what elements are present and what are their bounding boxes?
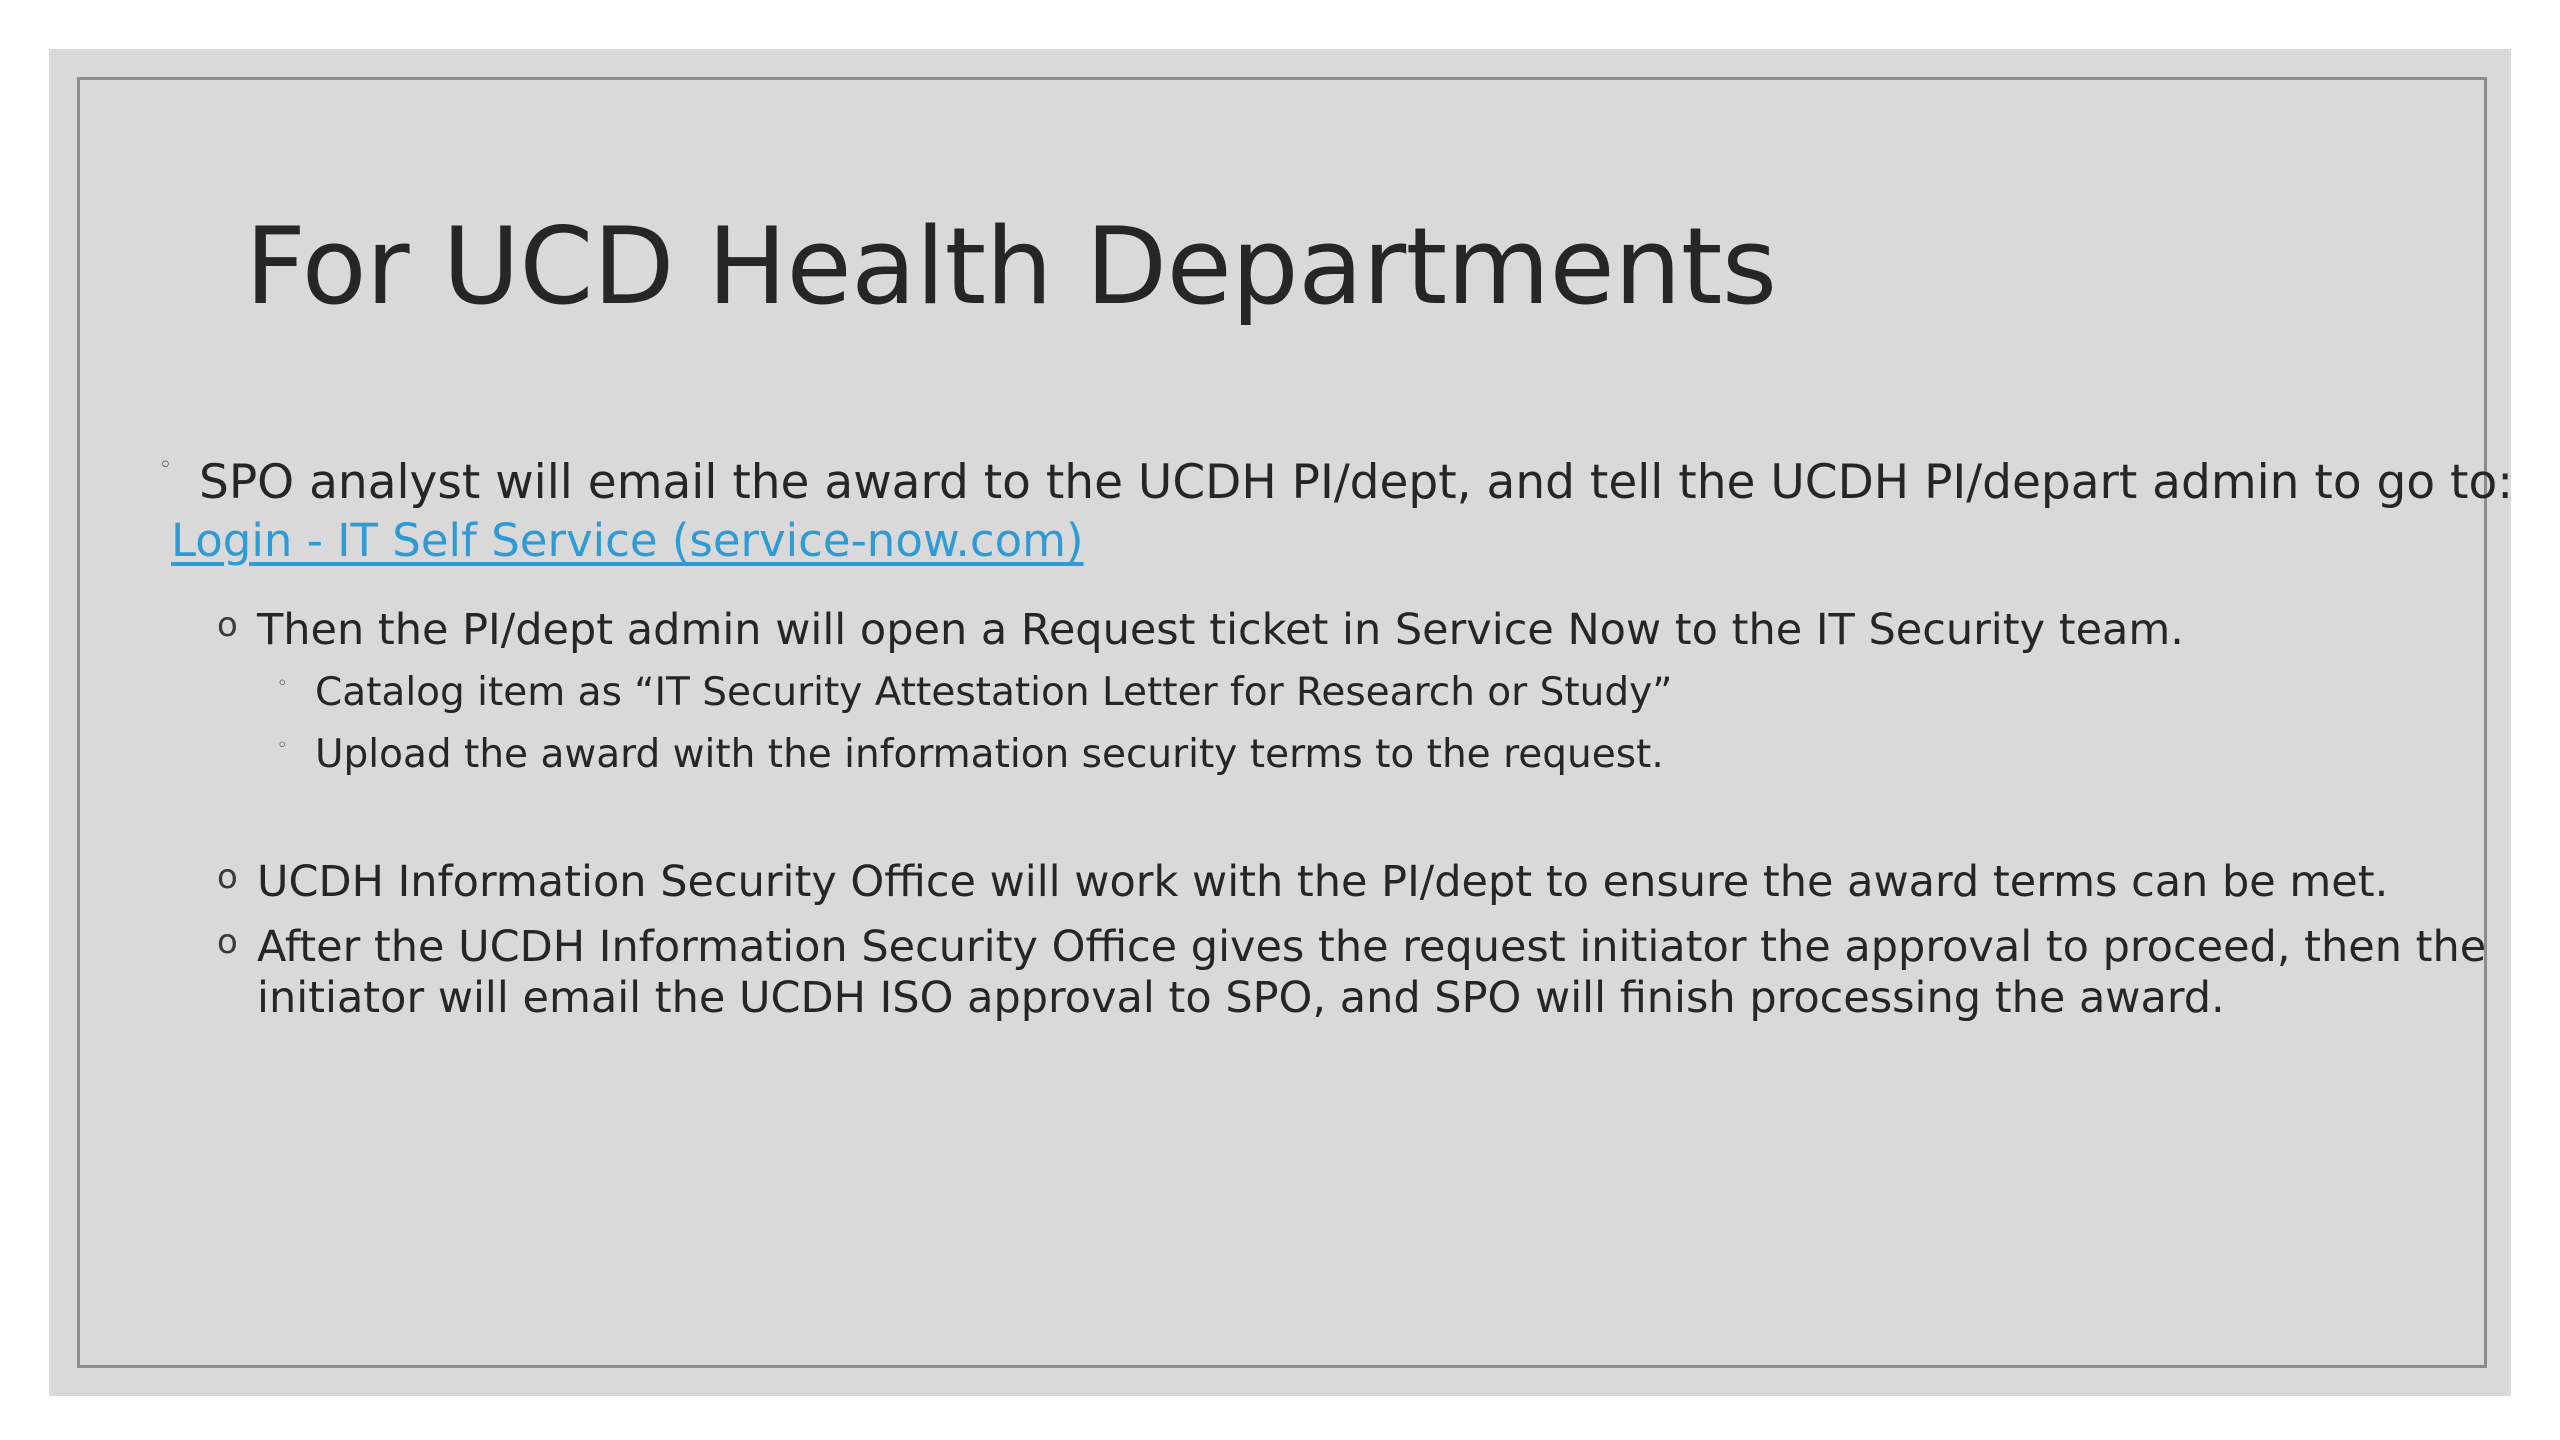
bullet-hollow-icon: ◦ — [277, 735, 288, 756]
bullet-level3-text: Upload the award with the information security terms to the request. — [315, 732, 1664, 777]
bullet-level2-text: UCDH Information Security Office will work with the PI/dept to ensure the award terms can be met. — [257, 857, 2389, 907]
bullet-o-icon: o — [217, 857, 238, 897]
bullet-level2-text: After the UCDH Information Security Office gives the request initiator the approval to proceed, then the — [257, 922, 2487, 972]
slide — [49, 49, 2514, 1396]
bullet-level2-text: Then the PI/dept admin will open a Request ticket in Service Now to the IT Security team. — [257, 605, 2184, 655]
service-now-login-link[interactable]: Login - IT Self Service (service-now.com) — [171, 514, 1084, 567]
bullet-o-icon: o — [217, 922, 238, 962]
bullet-hollow-icon: ◦ — [277, 673, 288, 694]
bullet-hollow-icon: ◦ — [159, 453, 172, 478]
bullet-level3-text: Catalog item as “IT Security Attestation Letter for Research or Study” — [315, 670, 1673, 715]
bullet-o-icon: o — [217, 605, 238, 645]
bullet-level2-text-continued: initiator will email the UCDH ISO approval to SPO, and SPO will finish processing the award. — [257, 973, 2225, 1023]
slide-title: For UCD Health Departments — [245, 205, 1777, 328]
bullet-level1-text: SPO analyst will email the award to the UCDH PI/dept, and tell the UCDH PI/depart admin to go to: — [199, 455, 2514, 510]
